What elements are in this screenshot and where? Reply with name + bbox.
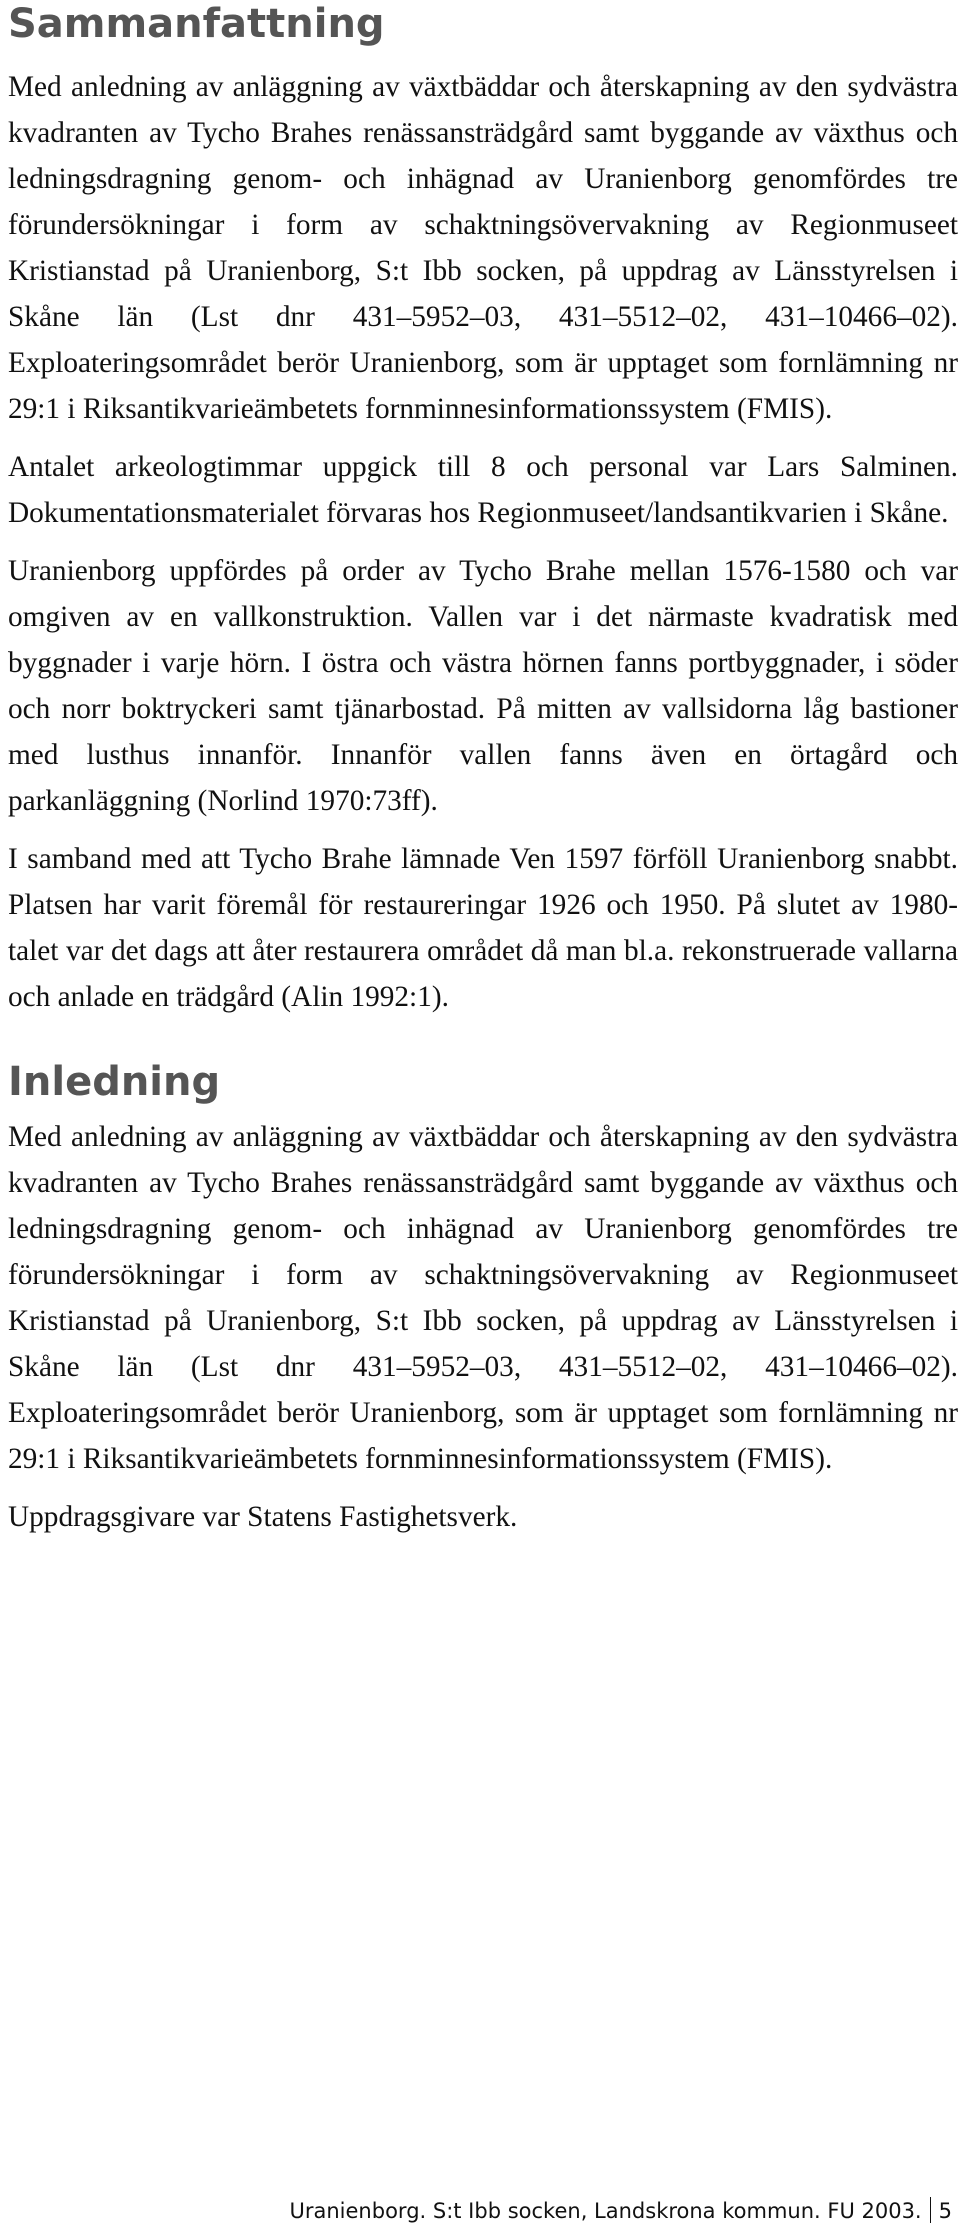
paragraph: Med anledning av anläggning av växtbäddar och återskapning av den sydvästra kvadranten av Tycho Brahes renässansträdgård samt byggande av växthus och ledningsdragning genom- och inhägnad av Uranienborg genomfördes tre förundersökningar i form av schaktningsövervakning av Regionmuseet Kristianstad på Uranienborg, S:t Ibb socken, på uppdrag av Länsstyrelsen i Skåne län (Lst dnr 431–5952–03, 431–5512–02, 431–10466–02). Exploateringsområdet berör Uranienborg, som är upptaget som fornlämning nr 29:1 i Riksantikvarieämbetets fornminnesinformationssystem (FMIS). [8,1121,958,1475]
page-footer [0,2196,952,2226]
paragraph: Uppdragsgivare var Statens Fastighetsverk. [8,1501,518,1533]
paragraph: I samband med att Tycho Brahe lämnade Ven 1597 förföll Uranienborg snabbt. Platsen har varit föremål för restaureringar 1926 och 1950. På slutet av 1980-talet var det dags att åter restaurera området då man bl.a. rekonstruerade vallarna och anlade en trädgård (Alin 1992:1). [8,843,958,1013]
paragraph: Antalet arkeologtimmar uppgick till 8 och personal var Lars Salminen. Dokumentationsmaterialet förvaras hos Regionmuseet/landsantikvarien i Skåne. [8,451,958,529]
page-number: 5 [938,2199,952,2223]
paragraph: Uranienborg uppfördes på order av Tycho Brahe mellan 1576-1580 och var omgiven av en vallkonstruktion. Vallen var i det närmaste kvadratisk med byggnader i varje hörn. I östra och västra hörnen fanns portbyggnader, i söder och norr boktryckeri samt tjänarbostad. På mitten av vallsidorna låg bastioner med lusthus innanför. Innanför vallen fanns även en örtagård och parkanläggning (Norlind 1970:73ff). [8,555,958,817]
section-heading-inledning: Inledning [8,1059,221,1105]
footer-text: Uranienborg. S:t Ibb socken, Landskrona kommun. FU 2003. [289,2199,922,2223]
page-content [8,0,958,1552]
paragraph: Med anledning av anläggning av växtbäddar och återskapning av den sydvästra kvadranten av Tycho Brahes renässansträdgård samt byggande av växthus och ledningsdragning genom- och inhägnad av Uranienborg genomfördes tre förundersökningar i form av schaktningsövervakning av Regionmuseet Kristianstad på Uranienborg, S:t Ibb socken, på uppdrag av Länsstyrelsen i Skåne län (Lst dnr 431–5952–03, 431–5512–02, 431–10466–02). Exploateringsområdet berör Uranienborg, som är upptaget som fornlämning nr 29:1 i Riksantikvarieämbetets fornminnesinformationssystem (FMIS). [8,71,958,425]
footer-divider [930,2197,931,2223]
section-heading-sammanfattning: Sammanfattning [8,1,385,47]
